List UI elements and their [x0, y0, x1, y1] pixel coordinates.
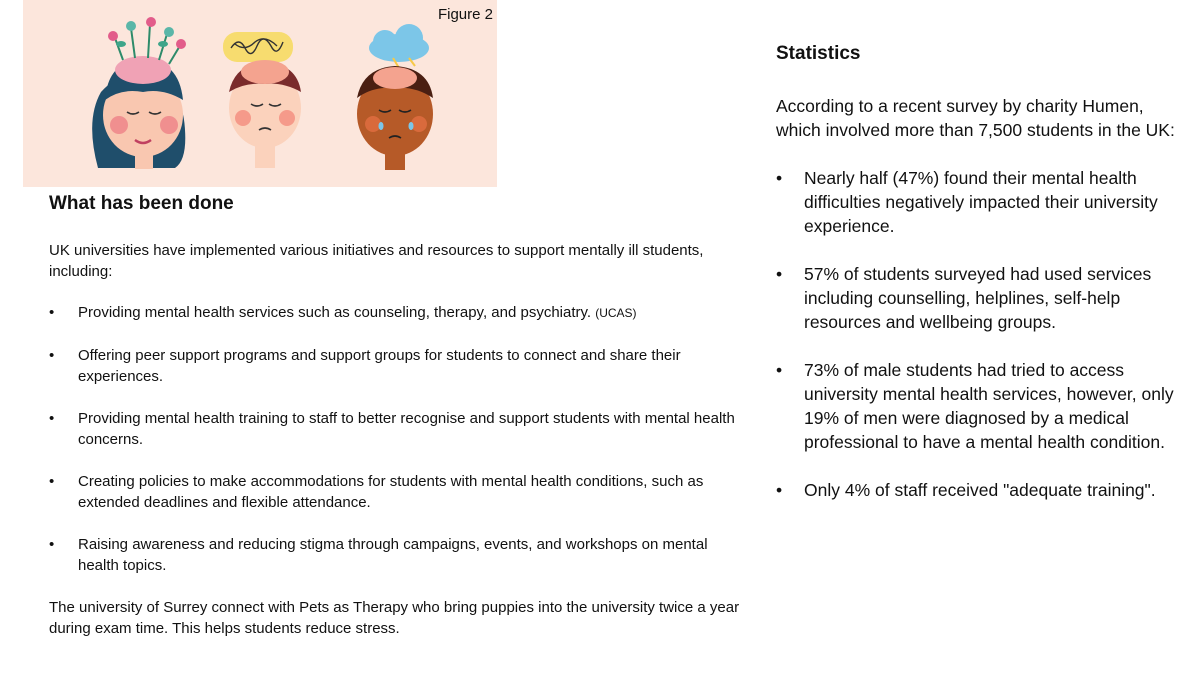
bullet-icon: •	[49, 536, 55, 553]
list-item	[49, 534, 749, 576]
list-item	[776, 478, 1176, 502]
bullet-icon: •	[776, 480, 783, 500]
list-item-text: Nearly half (47%) found their mental health difficulties negatively impacted their university experience.	[804, 168, 1158, 236]
section-heading: Statistics	[776, 43, 861, 64]
initiatives-list	[49, 302, 749, 576]
list-item	[49, 471, 749, 513]
figure-illustration	[23, 0, 497, 187]
list-item-text: Providing mental health services such as counseling, therapy, and psychiatry.	[78, 304, 596, 321]
statistics-section	[776, 40, 1176, 526]
list-item-text: Providing mental health training to staff to better recognise and support students with mental health concerns.	[78, 410, 735, 448]
head-flowers-icon	[92, 17, 186, 169]
list-item	[776, 262, 1176, 334]
closing-paragraph: The university of Surrey connect with Pets as Therapy who bring puppies into the university twice a year during exam time. This helps students reduce stress.	[49, 599, 740, 637]
list-item	[49, 345, 749, 387]
list-item-text: 73% of male students had tried to access university mental health services, however, only 19% of men were diagnosed by a medical professional to have a mental health condition.	[804, 360, 1174, 452]
head-tangled-thoughts-icon	[223, 32, 301, 168]
head-storm-cloud-icon	[357, 24, 433, 170]
bullet-icon: •	[49, 304, 55, 321]
list-item	[49, 302, 749, 324]
what-has-been-done-section	[49, 190, 749, 639]
section-heading: What has been done	[49, 193, 234, 214]
list-item-text: Raising awareness and reducing stigma through campaigns, events, and workshops on mental health topics.	[78, 536, 708, 574]
list-item-text: 57% of students surveyed had used services including counselling, helplines, self-help resources and wellbeing groups.	[804, 264, 1152, 332]
list-item	[776, 358, 1176, 454]
bullet-icon: •	[49, 473, 55, 490]
list-item	[776, 166, 1176, 238]
section-intro: According to a recent survey by charity Humen, which involved more than 7,500 students in the UK:	[776, 96, 1175, 140]
list-item-text: Only 4% of staff received "adequate training".	[804, 480, 1156, 500]
citation: (UCAS)	[595, 306, 637, 320]
statistics-list	[776, 166, 1176, 502]
bullet-icon: •	[776, 168, 783, 188]
bullet-icon: •	[776, 360, 783, 380]
list-item-text: Creating policies to make accommodations for students with mental health conditions, such as extended deadlines and flexible attendance.	[78, 473, 704, 511]
three-heads-illustration-icon	[23, 0, 497, 187]
list-item	[49, 408, 749, 450]
list-item-text: Offering peer support programs and support groups for students to connect and share their experiences.	[78, 347, 681, 385]
bullet-icon: •	[776, 264, 783, 284]
bullet-icon: •	[49, 410, 55, 427]
bullet-icon: •	[49, 347, 55, 364]
section-intro: UK universities have implemented various initiatives and resources to support mentally ill students, including:	[49, 242, 704, 280]
figure-caption: Figure 2	[437, 6, 493, 23]
